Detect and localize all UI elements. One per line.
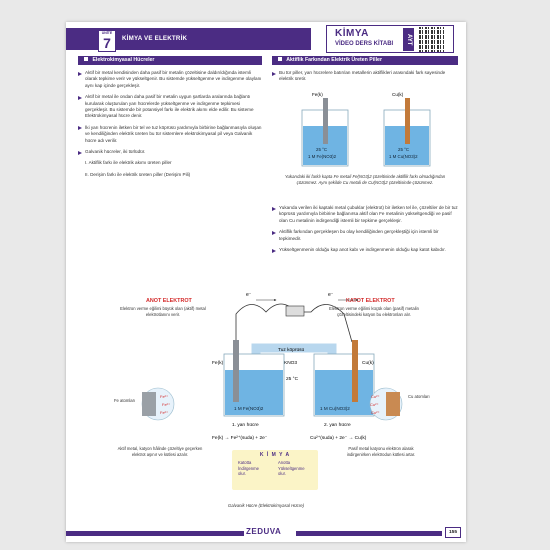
book-page — [66, 22, 466, 542]
paragraph — [78, 94, 264, 120]
paragraph: Yukarıda verilen iki kaptaki metal çubuklar (elektrot) bir iletken tel ile, çözeltiler de bir tuz köprüsü yardımıyla birbirine bağlanırsa aktif olan Fe metalinin yükseltgendiği ve pasif olan Cu metalinin indirgendiği istemli bir tepkime gerçekleşir. — [272, 205, 458, 224]
fe-ion: Fe²⁺ — [160, 410, 169, 415]
anode-metal-label: Fe(k) — [212, 361, 224, 366]
section-bar-right — [272, 56, 458, 65]
footer-bar-right — [296, 531, 442, 536]
unit-badge — [98, 30, 116, 52]
cathode-reaction: Cu²⁺(suda) + 2e⁻ → Cu(k) — [310, 436, 367, 441]
mnemonic-line: olur. — [238, 471, 246, 476]
cathode-metal-label: Cu(k) — [362, 361, 374, 366]
beakers-caption: Yukarıdaki iki farklı kapta Fe metali Fe(NO3)2 çözeltisinde aktiflik farkı olmadığından çözünmez. Aynı şekilde Cu metali de Cu(NO3)2 çözeltisinde çözünmez. — [284, 174, 446, 185]
brand-tag: AYT — [403, 28, 414, 51]
fe-surface — [142, 392, 156, 416]
mnemonic-anode — [278, 460, 316, 477]
unit-number: 7 — [103, 35, 111, 51]
fe-rod — [323, 98, 328, 144]
paragraph: Aktif bir metal kendisinden daha pasif bir metalin çözeltisine daldırıldığında istemli olarak tepkime verir ve yükseltgenir. Bu sistemde yükseltgenme ve indirgenme olaylanı aynı kap içinde gerçekleşir. — [78, 70, 264, 89]
cell-temp-label: 25 °C — [286, 377, 299, 382]
paragraph: Aktiflik farkından gerçekleşen bu olay kendiliğinden gerçekleştiği için istemli bir tepkimedir. — [272, 229, 458, 242]
list-item: I. Aktiflik farkı ile elektrik akımı üreten piller — [85, 160, 172, 166]
page-number: 155 — [445, 527, 461, 538]
page-footer — [66, 525, 466, 542]
anode-description: Elektron verme eğilimi büyük olan (aktif) metal elektrotlanını verir. — [120, 306, 206, 317]
electron-label-left: e⁻ — [246, 292, 252, 298]
cathode-title: KATOT ELEKTROT — [346, 298, 395, 304]
list-item: II. Derişim farkı ile elektrik üreten piller (Derişim Pili) — [85, 171, 191, 177]
kno3-label: KNO3 — [284, 361, 298, 366]
cu-atoms-label: Cu atomları — [408, 394, 430, 399]
paragraph: İki yarı hücrenin iletken bir tel ve tuz köprüsü yardımıyla birbirine bağlanmasıyla oluşan ve kendiliğinden elektrik üreten bu tür sistemlere elektrokimyasal pil veya Galvanik hücre adı verilir. — [78, 125, 264, 144]
fe-atoms-label: Fe atomları — [114, 398, 136, 403]
solution-label-right: 1 M Cu(NO3)2 — [389, 154, 418, 159]
unit-title: KİMYA VE ELEKTRİK — [122, 35, 188, 42]
electron-label-right: e⁻ — [328, 292, 334, 298]
qr-code-icon[interactable] — [419, 27, 444, 52]
paragraph: Bu tür piller, yarı hücrelere batırılan metallerin aktiflikleri arasındaki fark sayesinde elektrik üretir. — [272, 70, 458, 83]
figure-caption: Galvanik Hücre (Elektrokimyasal Hücre) — [227, 503, 305, 508]
footer-bar-left — [66, 531, 244, 536]
cu-rod — [405, 98, 410, 144]
section-title-right: Aktiflik Farkından Elektrik Üreten Piller — [286, 57, 382, 63]
anode-solution-label: 1 M Fe(NO3)2 — [234, 406, 264, 411]
anode-rod — [233, 340, 239, 402]
brand-subtitle: VİDEO DERS KİTABI — [335, 41, 394, 47]
cu-label-beaker: Cu(k) — [392, 92, 404, 97]
mnemonic-line: İndirgenme — [238, 465, 259, 471]
half-cell-2-label: 2. yarı hücre — [324, 423, 351, 428]
section-bar-left — [78, 56, 262, 65]
cathode-rod — [352, 340, 358, 402]
mnemonic-line: olur. — [278, 471, 286, 476]
voltmeter — [286, 306, 304, 316]
fe-ion: Fe²⁺ — [160, 394, 169, 399]
mnemonic-box — [232, 450, 318, 490]
paragraph: Galvanik hücreler, iki türlüdür. — [78, 149, 264, 155]
anode-reaction: Fe(k) → Fe²⁺(suda) + 2e⁻ — [212, 436, 268, 441]
mnemonic-cathode — [238, 460, 274, 477]
mnemonic-title: K İ M Y A — [259, 452, 291, 458]
cu-ion: Cu²⁺ — [371, 394, 380, 399]
mnemonic-line: Yükseltgenme — [278, 465, 305, 471]
cathode-solution-label: 1 M Cu(NO3)2 — [320, 406, 350, 411]
galvanic-cell-diagram — [106, 284, 436, 444]
solution-label-left: 1 M Fe(NO3)2 — [308, 154, 337, 159]
paragraph-text: Aktif bir metal ile ondan daha pasif bir metalin uygun şartlarda aralarında bağlantı kurularak oluşturulan yarı hücrelerde yükseltgenme ve indirgenme tepkimesi gerçekleşir. Bu sistemde bir potansiyel farkı ile elektrik akımı elde edilir. Bu sisteme Elektrokimyasal hücre denir. — [85, 94, 254, 119]
right-intro-text — [272, 70, 458, 88]
cu-ion: Cu²⁺ — [370, 402, 379, 407]
fe-ion: Fe²⁺ — [162, 402, 171, 407]
anode-title: ANOT ELEKTROT — [146, 298, 192, 304]
brand-title: KİMYA — [335, 28, 369, 39]
cathode-note: Pasif metal katyonu elektron alarak indirgenirken elektrodun kütlesi artar. — [346, 446, 416, 457]
temp-left: 25 °C — [316, 147, 328, 152]
anode-note: Aktif metal, katyon hâlinde çözeltiye geçerken elektrot aşınır ve kütlesi azalır. — [117, 446, 203, 457]
salt-bridge-label: Tuz köprüsü — [278, 348, 305, 353]
mnemonic-line: Katotta — [238, 460, 252, 465]
mnemonic-line: Anotta — [278, 460, 291, 465]
cathode-description: Elektron verme eğilimi küçük olan (pasif) metalin çözeltisindeki katyon bu elektronları alır. — [329, 306, 419, 317]
left-column-text — [78, 70, 264, 183]
unit-label: ÜNİTE — [101, 31, 113, 35]
fe-label-beaker: Fe(k) — [312, 92, 323, 97]
temp-right: 25 °C — [398, 147, 410, 152]
cu-ion: Cu²⁺ — [371, 410, 380, 415]
section-title-left: Elektrokimyasal Hücreler — [92, 57, 155, 63]
cu-surface — [386, 392, 400, 416]
publisher-logo: ZEDUVA — [246, 527, 282, 536]
book-brand-box — [326, 25, 454, 53]
unit-header-bar — [66, 28, 311, 50]
paragraph: Yükseltgenmenin olduğu kap anot kabı ve indirgenmenin olduğu kap katot kabıdır. — [272, 247, 458, 253]
right-column-text — [272, 205, 458, 258]
half-cell-1-label: 1. yarı hücre — [232, 423, 259, 428]
